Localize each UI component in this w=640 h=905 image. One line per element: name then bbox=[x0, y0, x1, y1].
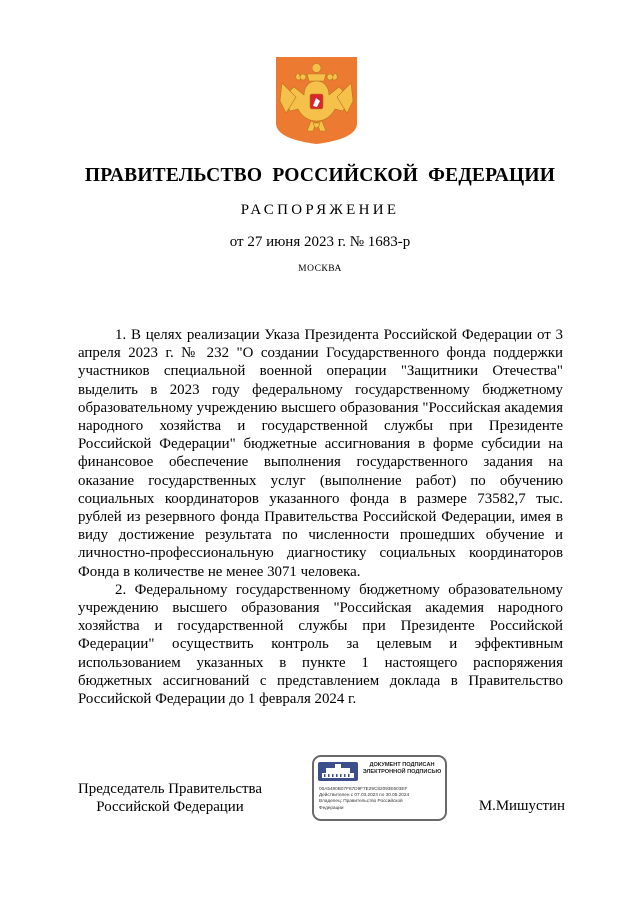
stamp-title bbox=[360, 762, 444, 776]
stamp-title-line2: ЭЛЕКТРОННОЙ ПОДПИСЬЮ bbox=[362, 769, 442, 775]
government-building-icon bbox=[318, 762, 358, 781]
stamp-owner-line1: Владелец: Правительство Российской bbox=[319, 798, 403, 804]
signer-position-line2: Российской Федерации bbox=[96, 799, 244, 815]
electronic-signature-stamp bbox=[312, 755, 447, 821]
stamp-validity: Действителен с 07.03.2023 по 30.05.2024 bbox=[319, 792, 410, 798]
stamp-owner-line2: Федерации bbox=[319, 804, 344, 810]
signer-position-line1: Председатель Правительства bbox=[78, 781, 262, 797]
paragraph-2: 2. Федеральному государственному бюджетному образовательному учреждению высшего образования "Российская академия народного хозяйства и государственной службы при Президенте Российской Федерации" осуществить контроль за целевым и эффективным использованием указанных в пункте 1 настоящего распоряжения бюджетных ассигнований с представлением доклада в Правительство Российской Федерации до 1 февраля 2024 г. bbox=[78, 581, 563, 708]
russian-coat-of-arms-icon bbox=[276, 57, 357, 144]
signer-name: М.Мишустин bbox=[478, 798, 565, 814]
signer-position bbox=[70, 780, 270, 816]
paragraph-1: 1. В целях реализации Указа Президента Российской Федерации от 3 апреля 2023 г. № 232 "О создании Государственного фонда поддержки участников специальной военной операции "Защитники Отечества" выделить в 2023 году федеральному государственному бюджетному образовательному учреждению высшего образования "Российская академия народного хозяйства и государственной службы при Президенте Российской Федерации" бюджетные ассигнования в форме субсидии на финансовое обеспечение выполнения государственного задания на оказание государственных услуг (выполнение работ) по обучению социальных координаторов указанного фонда в размере 73582,7 тыс. рублей из резервного фонда Правительства Российской Федерации, имея в виду достижение результата по численности прошедших обучение и личностно-профессиональную диагностику социальных координаторов Фонда в количестве не менее 3071 человека. bbox=[78, 327, 563, 580]
stamp-title-line1: ДОКУМЕНТ ПОДПИСАН bbox=[369, 762, 435, 768]
document-date-number: от 27 июня 2023 г. № 1683-р bbox=[229, 234, 411, 250]
city: МОСКВА bbox=[298, 264, 342, 274]
government-title: ПРАВИТЕЛЬСТВО РОССИЙСКОЙ ФЕДЕРАЦИИ bbox=[84, 165, 556, 186]
stamp-certificate: 00A5490B07F87D9F7E29C82093E603EF bbox=[319, 786, 408, 791]
document-body bbox=[78, 326, 563, 708]
stamp-details bbox=[319, 786, 445, 811]
document-type: РАСПОРЯЖЕНИЕ bbox=[240, 202, 400, 218]
